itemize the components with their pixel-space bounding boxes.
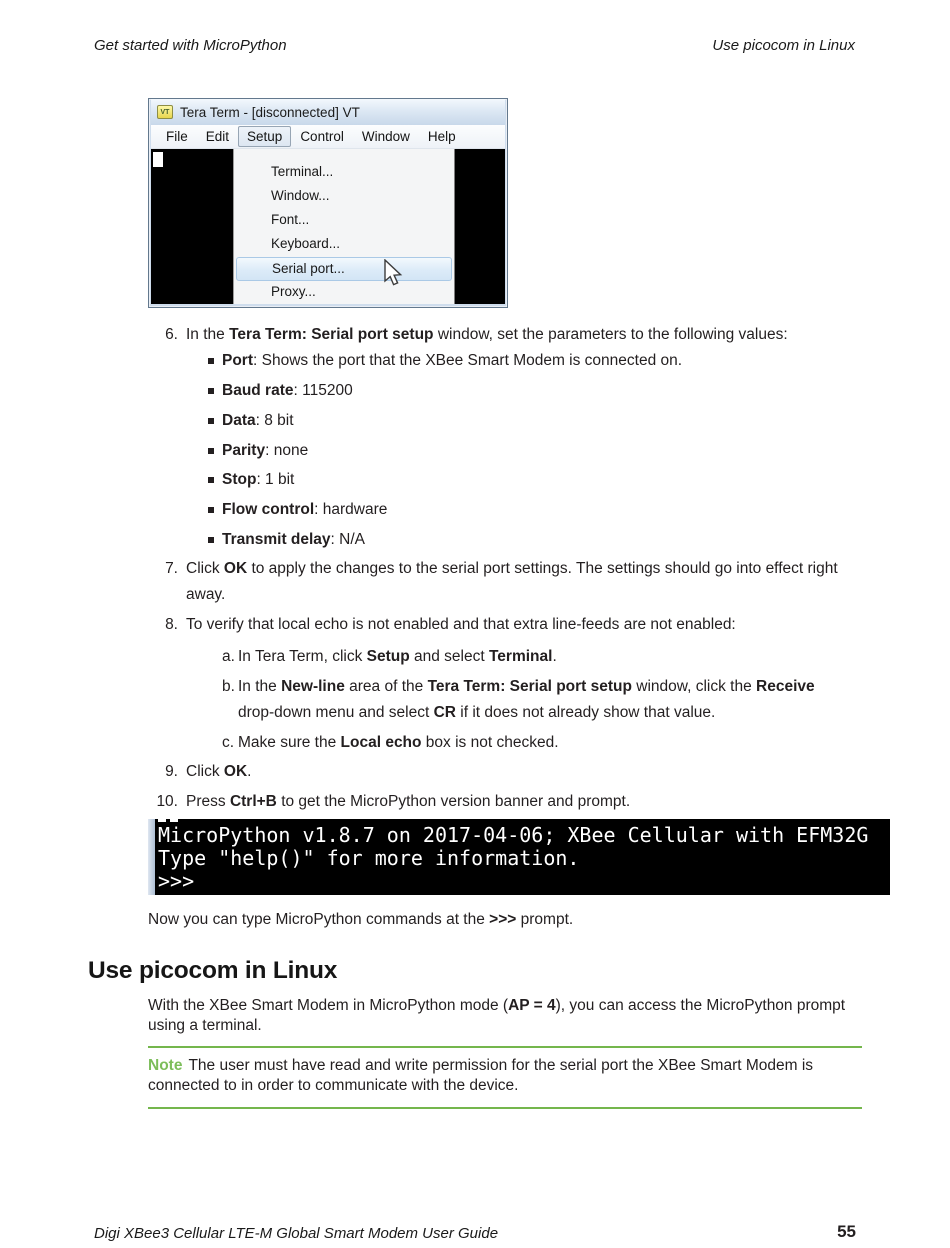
bullet-baud-rate	[206, 378, 848, 404]
cursor-arrow-icon	[383, 259, 405, 289]
text-run: area of the	[344, 678, 428, 695]
text-run-bold: Receive	[756, 678, 815, 695]
step-number: 6.	[165, 326, 178, 343]
bullet-transmit-delay	[206, 527, 848, 553]
menu-item-window[interactable]: Window...	[271, 188, 330, 203]
text-run: Make sure the	[238, 734, 341, 751]
bullet-marker	[208, 477, 214, 483]
menu-help[interactable]: Help	[427, 129, 456, 144]
menu-window[interactable]: Window	[361, 129, 410, 144]
bullet-text	[222, 378, 848, 404]
text-run: In the	[186, 326, 230, 343]
text-run: and select	[409, 648, 489, 665]
footer-page-number: 55	[837, 1222, 856, 1241]
substep-letter: c.	[222, 734, 235, 751]
bullet-marker	[208, 448, 214, 454]
text-run: : 115200	[293, 382, 353, 399]
terminal-cursor-block	[153, 152, 163, 167]
text-run-bold: Tera Term: Serial port setup	[229, 326, 434, 343]
bullet-marker	[208, 537, 214, 543]
step-10	[148, 789, 848, 815]
text-run: .	[247, 763, 252, 780]
terminal-left-edge	[148, 819, 155, 895]
terminal-prompt: >>>	[158, 869, 195, 893]
text-run-bold: OK	[223, 763, 248, 780]
terminal-banner-line: MicroPython v1.8.7 on 2017-04-06; XBee Cellular with EFM32G	[158, 823, 869, 847]
substep-letter: a.	[222, 648, 235, 665]
step-text	[186, 556, 848, 608]
text-run: : 8 bit	[255, 412, 294, 429]
step-8c	[220, 730, 848, 756]
text-run: window, click the	[631, 678, 757, 695]
text-run-bold: Port	[222, 352, 253, 369]
text-run-bold: Tera Term: Serial port setup	[427, 678, 632, 695]
menu-item-keyboard[interactable]: Keyboard...	[271, 236, 341, 251]
teraterm-menubar	[151, 125, 505, 149]
bullet-text	[222, 408, 848, 434]
steps-list	[148, 322, 848, 819]
step-8b	[220, 674, 848, 726]
step-text	[186, 789, 848, 815]
terminal-clipped-line	[158, 819, 188, 822]
text-run-bold: New-line	[281, 678, 345, 695]
bullet-marker	[208, 388, 214, 394]
window-title: Tera Term - [disconnected] VT	[180, 104, 360, 120]
text-run-bold: OK	[223, 560, 248, 577]
bullet-marker	[208, 507, 214, 513]
menu-item-font[interactable]: Font...	[271, 212, 310, 227]
section-paragraph	[148, 996, 848, 1035]
menu-item-proxy[interactable]: Proxy...	[271, 284, 316, 299]
text-run: : none	[265, 442, 309, 459]
note-text: The user must have read and write permission for the serial port the XBee Smart Modem is connected to in order to communicate with the device.	[148, 1057, 814, 1094]
text-run: : Shows the port that the XBee Smart Modem is connected on.	[253, 352, 683, 369]
step-text	[186, 322, 848, 348]
bullet-marker	[208, 418, 214, 424]
text-run: Press	[186, 793, 230, 810]
text-run-bold: Stop	[222, 471, 257, 488]
menu-control[interactable]: Control	[300, 129, 344, 144]
step-6	[148, 322, 848, 348]
text-run-bold: Local echo	[340, 734, 422, 751]
text-run: ), you can access the MicroPython prompt using a terminal.	[148, 997, 846, 1034]
note-label: Note	[148, 1057, 183, 1074]
text-run-bold: Transmit delay	[222, 531, 331, 548]
substep-text	[238, 674, 848, 726]
bullet-port	[206, 348, 848, 374]
text-run: In the	[238, 678, 282, 695]
text-run: .	[552, 648, 557, 665]
text-run: : 1 bit	[256, 471, 295, 488]
step-number: 7.	[165, 560, 178, 577]
header-right: Use picocom in Linux	[712, 37, 855, 54]
text-run: prompt.	[516, 911, 574, 928]
text-run-bold: Terminal	[488, 648, 553, 665]
substep-text	[238, 730, 848, 756]
text-run-bold: Flow control	[222, 501, 315, 518]
menu-setup[interactable]: Setup	[238, 126, 291, 147]
step-text	[186, 759, 848, 785]
step-number: 8.	[165, 616, 178, 633]
text-run: drop-down menu and select	[238, 704, 434, 721]
menu-edit[interactable]: Edit	[205, 129, 230, 144]
micropython-terminal-screenshot	[148, 819, 890, 895]
bullet-flow-control	[206, 497, 848, 523]
text-run: : N/A	[330, 531, 365, 548]
step-9	[148, 759, 848, 785]
step-text: To verify that local echo is not enabled and that extra line-feeds are not enabled:	[186, 616, 736, 633]
step-number: 10.	[156, 793, 178, 810]
text-run: to get the MicroPython version banner and prompt.	[276, 793, 631, 810]
text-run-bold: Setup	[366, 648, 410, 665]
teraterm-window-screenshot	[148, 98, 508, 308]
text-run: Click	[186, 560, 224, 577]
bullet-text	[222, 348, 848, 374]
setup-dropdown-menu	[233, 149, 455, 304]
bullet-text	[222, 497, 848, 523]
after-terminal-text	[148, 911, 573, 929]
menu-file[interactable]: File	[166, 129, 188, 144]
substep-text	[238, 644, 848, 670]
section-heading: Use picocom in Linux	[88, 957, 338, 984]
text-run: Click	[186, 763, 224, 780]
text-run: With the XBee Smart Modem in MicroPython mode (	[148, 997, 509, 1014]
step-8	[148, 612, 848, 638]
note-box	[148, 1046, 862, 1109]
bullet-marker	[208, 358, 214, 364]
step-7	[148, 556, 848, 608]
bullet-data	[206, 408, 848, 434]
text-run-bold: Parity	[222, 442, 266, 459]
text-run-bold: >>>	[489, 911, 517, 928]
text-run: to apply the changes to the serial port settings. The settings should go into effect right away.	[186, 560, 838, 603]
text-run: : hardware	[314, 501, 388, 518]
step-8a	[220, 644, 848, 670]
bullet-stop	[206, 467, 848, 493]
text-run-bold: CR	[433, 704, 456, 721]
bullet-parity	[206, 438, 848, 464]
teraterm-client-area	[151, 149, 505, 304]
bullet-text	[222, 527, 848, 553]
terminal-help-line: Type "help()" for more information.	[158, 846, 580, 870]
text-run: if it does not already show that value.	[455, 704, 716, 721]
menu-item-serial-port[interactable]: Serial port...	[236, 257, 452, 281]
text-run-bold: Data	[222, 412, 256, 429]
step-number: 9.	[165, 763, 178, 780]
bullet-text	[222, 438, 848, 464]
footer-title: Digi XBee3 Cellular LTE-M Global Smart Modem User Guide	[94, 1225, 499, 1242]
text-run: In Tera Term, click	[238, 648, 367, 665]
text-run: Now you can type MicroPython commands at the	[148, 911, 490, 928]
text-run-bold: Baud rate	[222, 382, 294, 399]
text-run-bold: Ctrl+B	[229, 793, 277, 810]
bullet-text	[222, 467, 848, 493]
text-run-bold: AP = 4	[508, 997, 556, 1014]
menu-item-terminal[interactable]: Terminal...	[271, 164, 334, 179]
text-run: window, set the parameters to the following values:	[433, 326, 788, 343]
text-run: box is not checked.	[421, 734, 559, 751]
teraterm-titlebar	[151, 99, 505, 125]
vt-icon: VT	[157, 105, 173, 119]
substep-letter: b.	[222, 678, 235, 695]
header-left: Get started with MicroPython	[94, 37, 287, 54]
